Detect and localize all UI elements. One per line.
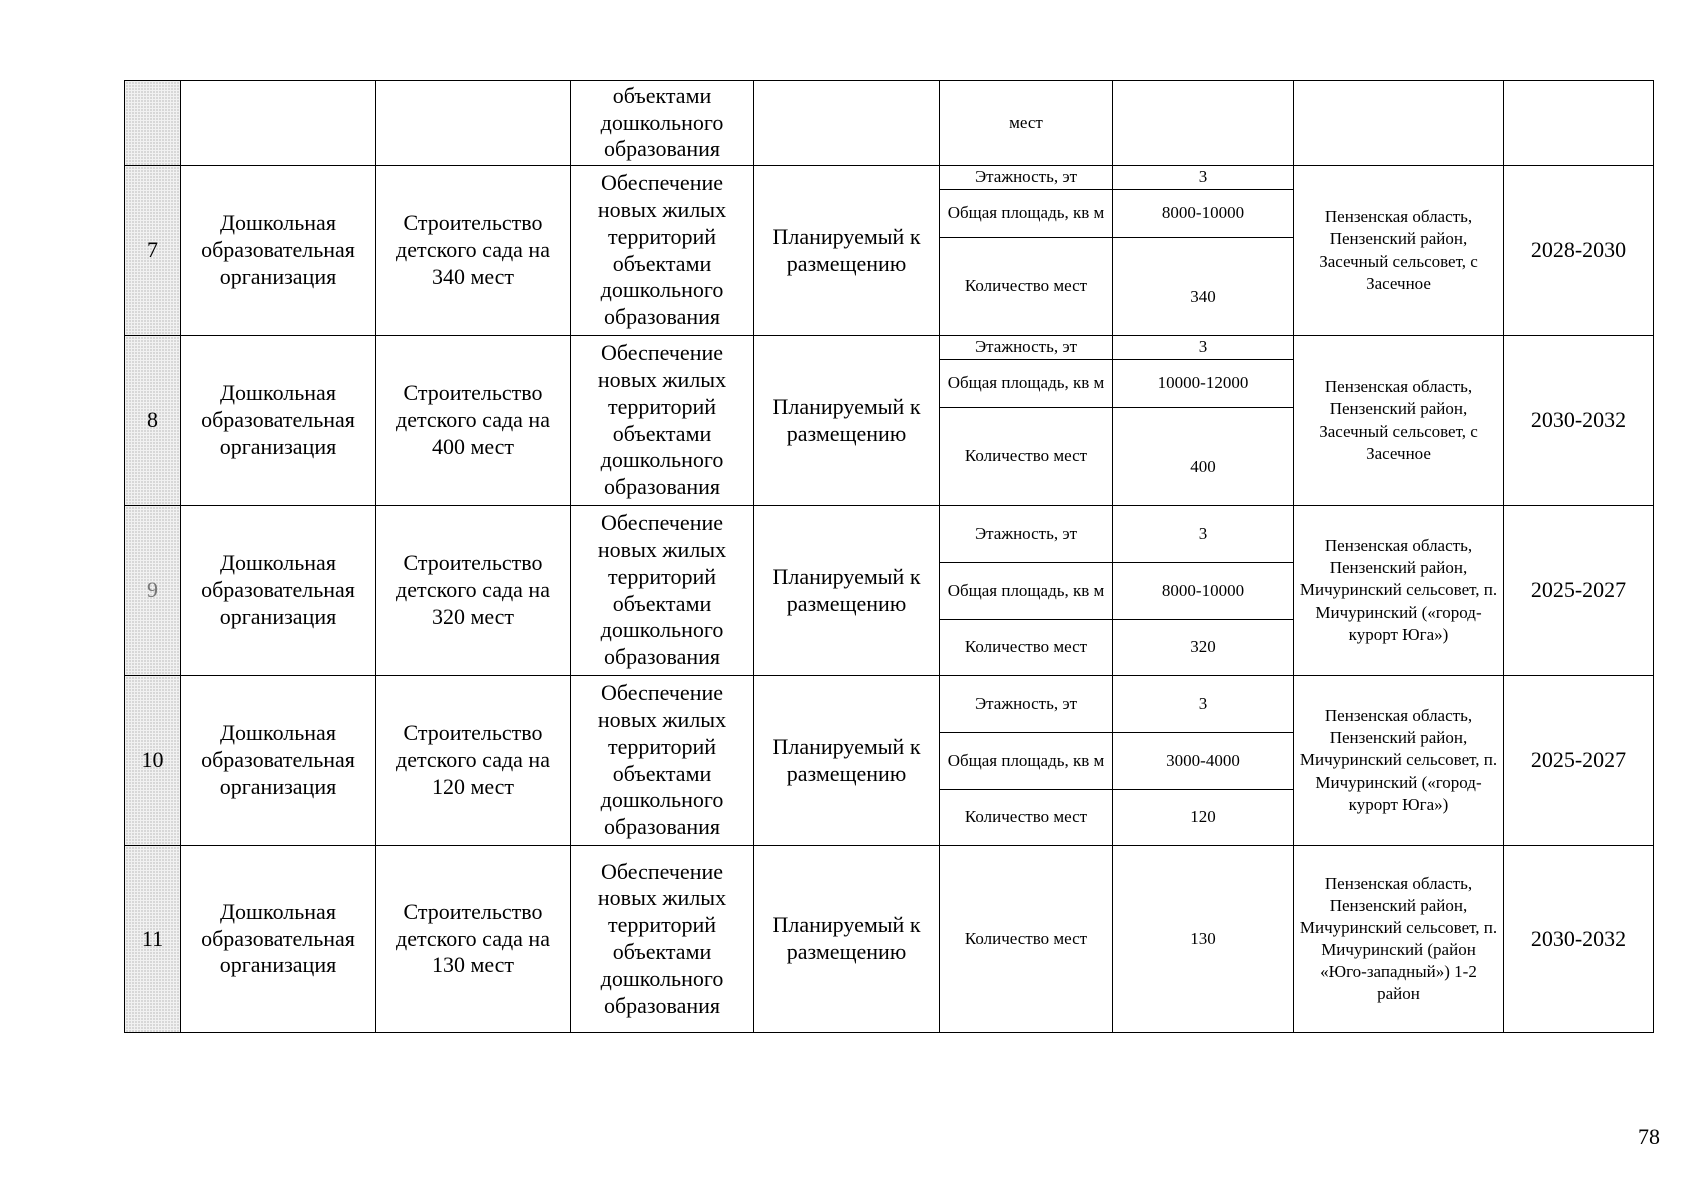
param-value: 320	[1113, 620, 1294, 676]
object-purpose: Обеспечение новых жилых территорий объектами дошкольного образования	[571, 506, 754, 676]
param-value: 120	[1113, 790, 1294, 846]
object-type: Дошкольная образовательная организация	[181, 506, 376, 676]
table-row	[125, 336, 1654, 360]
object-purpose: Обеспечение новых жилых территорий объектами дошкольного образования	[571, 336, 754, 506]
param-value: 3	[1113, 506, 1294, 563]
object-period: 2030-2032	[1504, 336, 1654, 506]
object-period: 2025-2027	[1504, 506, 1654, 676]
table-row	[125, 506, 1654, 563]
object-type-cell	[181, 81, 376, 166]
param-value: 3	[1113, 676, 1294, 733]
page-number: 78	[1638, 1124, 1660, 1149]
object-purpose: Обеспечение новых жилых территорий объектами дошкольного образования	[571, 846, 754, 1033]
param-value: 3	[1113, 336, 1294, 360]
object-purpose: Обеспечение новых жилых территорий объектами дошкольного образования	[571, 676, 754, 846]
object-period: 2030-2032	[1504, 846, 1654, 1033]
object-period: 2025-2027	[1504, 676, 1654, 846]
param-label: Количество мест	[940, 238, 1113, 336]
table-row-continuation	[125, 81, 1654, 166]
param-label: Общая площадь, кв м	[940, 360, 1113, 408]
param-value: 10000-12000	[1113, 360, 1294, 408]
object-status: Планируемый к размещению	[754, 676, 940, 846]
param-label: Этажность, эт	[940, 336, 1113, 360]
object-location: Пензенская область, Пензенский район, Мичуринский сельсовет, п. Мичуринский (район «Юго-западный») 1-2 район	[1294, 846, 1504, 1033]
object-status: Планируемый к размещению	[754, 166, 940, 336]
object-period: 2028-2030	[1504, 166, 1654, 336]
object-type: Дошкольная образовательная организация	[181, 846, 376, 1033]
row-number: 11	[125, 846, 181, 1033]
param-value: 3	[1113, 166, 1294, 190]
param-label: Количество мест	[940, 620, 1113, 676]
table-row	[125, 846, 1654, 1033]
objects-table	[124, 80, 1654, 1033]
param-value: 3000-4000	[1113, 733, 1294, 790]
param-label-cell: мест	[940, 81, 1113, 166]
row-number: 10	[125, 676, 181, 846]
param-label: Общая площадь, кв м	[940, 190, 1113, 238]
object-name: Строительство детского сада на 320 мест	[376, 506, 571, 676]
object-location: Пензенская область, Пензенский район, Мичуринский сельсовет, п. Мичуринский («город-курорт Юга»)	[1294, 506, 1504, 676]
object-status: Планируемый к размещению	[754, 336, 940, 506]
row-number-cell	[125, 81, 181, 166]
object-name: Строительство детского сада на 340 мест	[376, 166, 571, 336]
object-location: Пензенская область, Пензенский район, Засечный сельсовет, с Засечное	[1294, 336, 1504, 506]
param-value: 8000-10000	[1113, 563, 1294, 620]
object-location: Пензенская область, Пензенский район, Мичуринский сельсовет, п. Мичуринский («город-курорт Юга»)	[1294, 676, 1504, 846]
object-purpose: Обеспечение новых жилых территорий объектами дошкольного образования	[571, 166, 754, 336]
param-value: 340	[1113, 238, 1294, 336]
table-row	[125, 676, 1654, 733]
param-label: Количество мест	[940, 846, 1113, 1033]
object-status: Планируемый к размещению	[754, 506, 940, 676]
param-label: Этажность, эт	[940, 506, 1113, 563]
param-label: Общая площадь, кв м	[940, 563, 1113, 620]
row-number: 9	[125, 506, 181, 676]
row-number: 8	[125, 336, 181, 506]
object-name: Строительство детского сада на 120 мест	[376, 676, 571, 846]
param-value: 400	[1113, 408, 1294, 506]
status-cell	[754, 81, 940, 166]
object-location: Пензенская область, Пензенский район, Засечный сельсовет, с Засечное	[1294, 166, 1504, 336]
param-value: 8000-10000	[1113, 190, 1294, 238]
object-type: Дошкольная образовательная организация	[181, 166, 376, 336]
row-number: 7	[125, 166, 181, 336]
period-cell	[1504, 81, 1654, 166]
param-label: Количество мест	[940, 408, 1113, 506]
object-name: Строительство детского сада на 400 мест	[376, 336, 571, 506]
param-value-cell	[1113, 81, 1294, 166]
param-label: Этажность, эт	[940, 166, 1113, 190]
object-name: Строительство детского сада на 130 мест	[376, 846, 571, 1033]
object-type: Дошкольная образовательная организация	[181, 676, 376, 846]
object-name-cell	[376, 81, 571, 166]
param-label: Этажность, эт	[940, 676, 1113, 733]
param-label: Общая площадь, кв м	[940, 733, 1113, 790]
param-label: Количество мест	[940, 790, 1113, 846]
object-type: Дошкольная образовательная организация	[181, 336, 376, 506]
object-status: Планируемый к размещению	[754, 846, 940, 1033]
param-value: 130	[1113, 846, 1294, 1033]
purpose-cell: объектами дошкольного образования	[571, 81, 754, 166]
table-row	[125, 166, 1654, 190]
location-cell	[1294, 81, 1504, 166]
